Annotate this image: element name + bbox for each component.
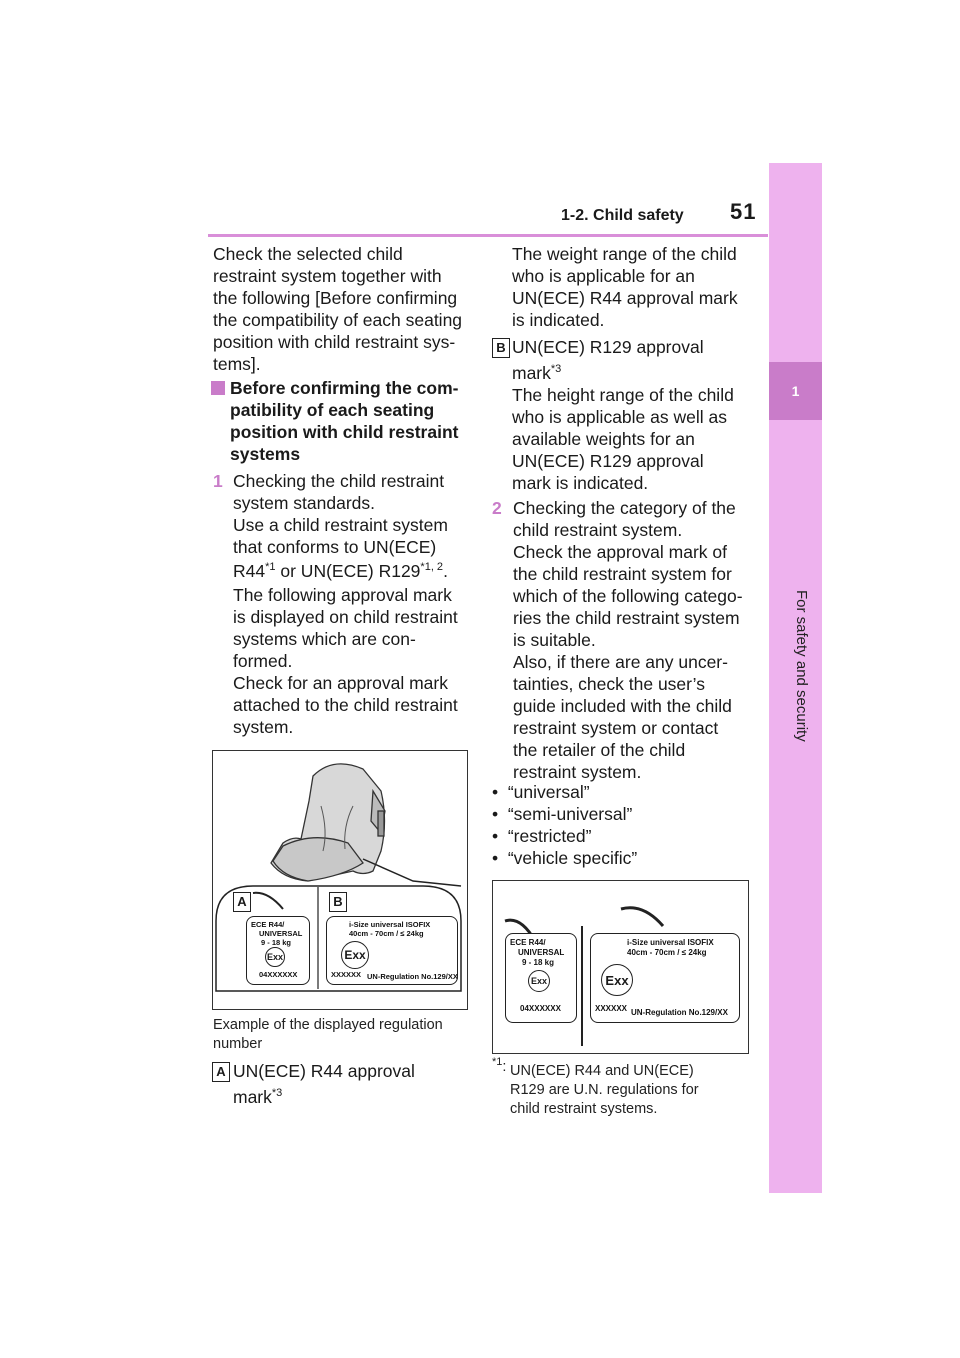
page-number: 51: [730, 199, 757, 224]
section-title: 1-2. Child safety: [561, 207, 684, 224]
child-seat-figure: [212, 750, 468, 1010]
r44-approval-label-large: ECE R44/ UNIVERSAL 9 - 18 kg Exx 04XXXXXX: [505, 933, 577, 1023]
footnote-mark: $^{*1}$:: [492, 1056, 507, 1075]
step-2-number: 2: [492, 498, 502, 518]
figure-label-b: B: [329, 892, 347, 912]
label-a-text: UN(ECE) R44 approval mark$^{*3}$: [233, 1061, 415, 1107]
step-2-text: Checking the category of the child restraint system. Check the approval mark of the child restraint system for which of the following catego- ries the child restraint system is suitable. Also, if there are any uncer- tainties, check the user’s guide included with the child restraint system or contact the retailer of the child restraint system.: [513, 498, 743, 782]
section-heading: Before confirming the com- patibility of each seating position with child restraint systems: [230, 378, 459, 464]
chapter-title: For safety and security: [793, 590, 810, 742]
list-item: • “restricted”: [492, 826, 592, 846]
list-item: • “universal”: [492, 782, 590, 802]
figure-label-a: A: [233, 892, 251, 912]
header-rule: [208, 234, 768, 237]
r129-approval-label: i-Size universal ISOFIX 40cm - 70cm / ≤ 24kg Exx XXXXXX UN-Regulation No.129/XX: [326, 916, 458, 985]
intro-paragraph: Check the selected child restraint system together with the following [Before confirming the compatibility of each seating position with child restraint sys- tems].: [213, 244, 463, 374]
label-b-box: B: [492, 338, 510, 358]
r129-approval-label-large: i-Size universal ISOFIX 40cm - 70cm / ≤ 24kg Exx XXXXXX UN-Regulation No.129/XX: [590, 933, 740, 1023]
label-a-box: A: [212, 1062, 230, 1082]
label-b-text: UN(ECE) R129 approval mark$^{*3}$ The height range of the child who is applicable as well as available weights for an UN(ECE) R129 approval mark is indicated.: [512, 337, 734, 493]
step-1-number: 1: [213, 471, 223, 491]
figure-caption: Example of the displayed regulation number: [213, 1017, 443, 1052]
step-1-text: Checking the child restraint system standards. Use a child restraint system that conforms to UN(ECE) R44$^{*1}$ or UN(ECE) R129$^{*1, 2}$. The following approval mark is displayed on child restraint systems which are con- formed. Check for an approval mark attached to the child restraint system.: [233, 471, 458, 737]
list-item: • “semi-universal”: [492, 804, 633, 824]
approval-marks-figure: [492, 880, 749, 1054]
label-a-description: The weight range of the child who is applicable for an UN(ECE) R44 approval mark is indicated.: [512, 244, 738, 330]
footnote-text: UN(ECE) R44 and UN(ECE) R129 are U.N. regulations for child restraint systems.: [510, 1063, 699, 1117]
category-list: [492, 781, 742, 869]
r44-approval-label: ECE R44/ UNIVERSAL 9 - 18 kg Exx 04XXXXXX: [246, 916, 310, 985]
heading-square-icon: [211, 381, 225, 395]
list-item: • “vehicle specific”: [492, 848, 638, 868]
chapter-number-tab: 1: [769, 362, 822, 420]
